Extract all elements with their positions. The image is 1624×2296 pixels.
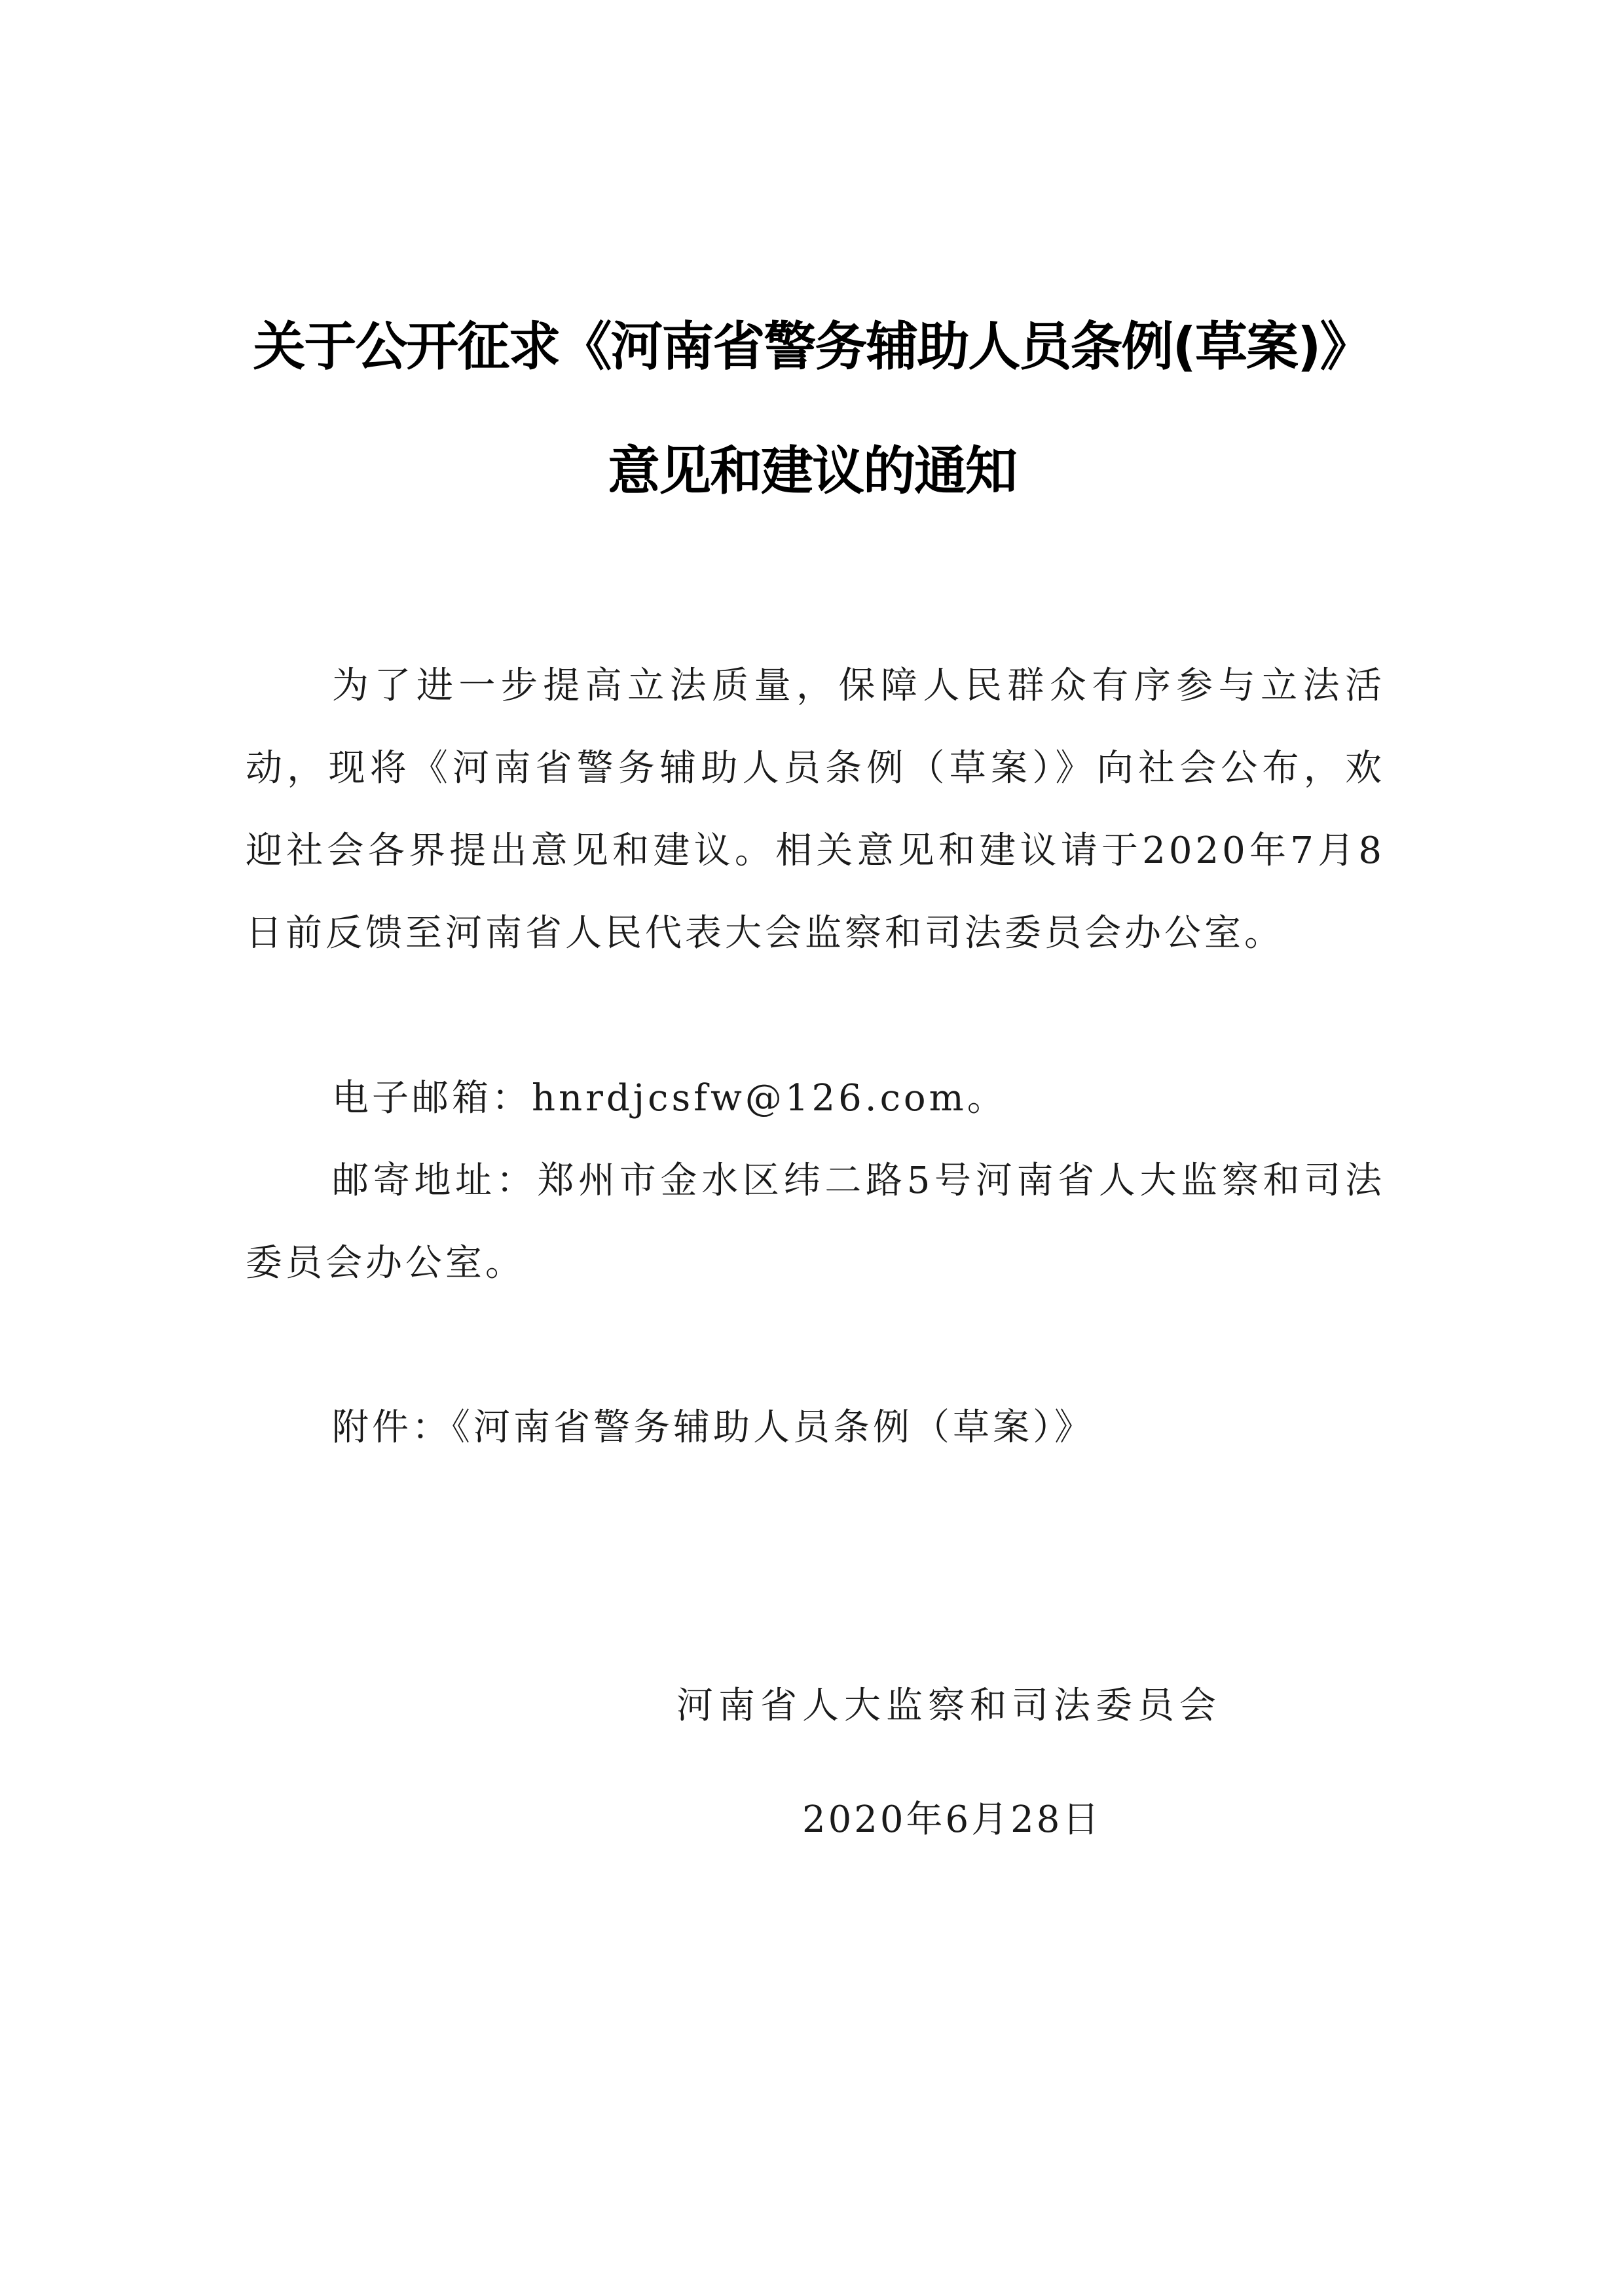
attachment-label: 附件： [332,1406,452,1449]
attachment-line [246,1387,1385,1469]
address-value: 郑州市金水区纬二路5号河南省人大监察和司法委员会办公室。 [246,1159,1386,1285]
address-label: 邮寄地址： [332,1159,538,1202]
body-paragraph-intro: 为了进一步提高立法质量，保障人民群众有序参与立法活动，现将《河南省警务辅助人员条例（草案）》向社会公布，欢迎社会各界提出意见和建议。相关意见和建议请于2020年7月8日前反馈至河南省人民代表大会监察和司法委员会办公室。 [246,665,1385,955]
signature-date: 2020年6月28日 [802,1798,1102,1841]
document-title-line-1: 关于公开征求《河南省警务辅助人员条例(草案)》 [253,316,1371,377]
attachment-title: 《河南省警务辅助人员条例（草案）》 [452,1406,1094,1449]
document-title-line-2: 意见和建议的通知 [608,441,1016,501]
email-address-link[interactable]: hnrdjcsfw@126.com [532,1077,967,1120]
email-line [246,1057,1385,1140]
signature-organization: 河南省人大监察和司法委员会 [676,1685,1221,1727]
address-line [246,1140,1385,1305]
email-label: 电子邮箱： [332,1077,532,1120]
email-suffix: 。 [967,1077,1007,1120]
